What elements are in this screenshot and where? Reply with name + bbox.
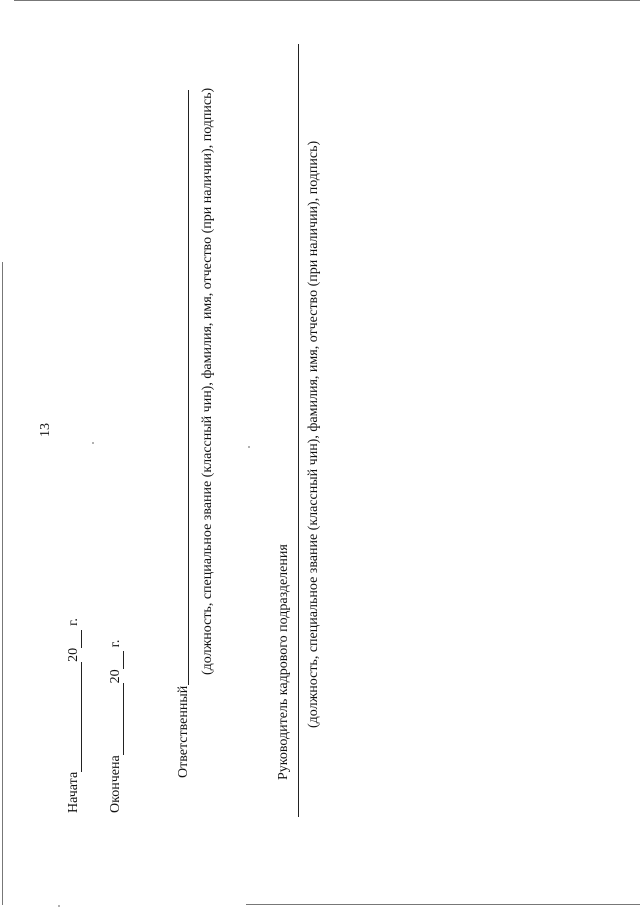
- end-year-prefix: 20: [108, 669, 123, 684]
- end-year-blank[interactable]: [110, 651, 124, 669]
- start-row: [66, 618, 82, 813]
- responsible-row: [176, 686, 192, 778]
- start-year-suffix: г.: [66, 618, 81, 626]
- start-date-blank[interactable]: [68, 662, 82, 772]
- hr-head-label: Руководитель кадрового подразделения: [276, 544, 291, 780]
- start-year-prefix: 20: [66, 647, 81, 662]
- responsible-caption: (должность, специальное звание (классный чин), фамилия, имя, отчество (при наличии), подпись): [200, 87, 215, 675]
- end-year-suffix: г.: [108, 639, 123, 648]
- hr-head-caption: (должность, специальное звание (классный чин), фамилия, имя, отчество (при наличии), подпись): [306, 140, 321, 728]
- hr-head-signature-line[interactable]: [298, 44, 299, 817]
- page-number: 13: [38, 423, 53, 437]
- responsible-signature-line[interactable]: [188, 90, 189, 685]
- start-year-blank[interactable]: [68, 630, 82, 648]
- end-label: Окончена: [108, 755, 123, 813]
- end-row: [108, 640, 124, 813]
- responsible-label: Ответственный: [176, 685, 191, 778]
- end-date-blank[interactable]: [110, 683, 124, 755]
- start-label: Начата: [66, 771, 81, 813]
